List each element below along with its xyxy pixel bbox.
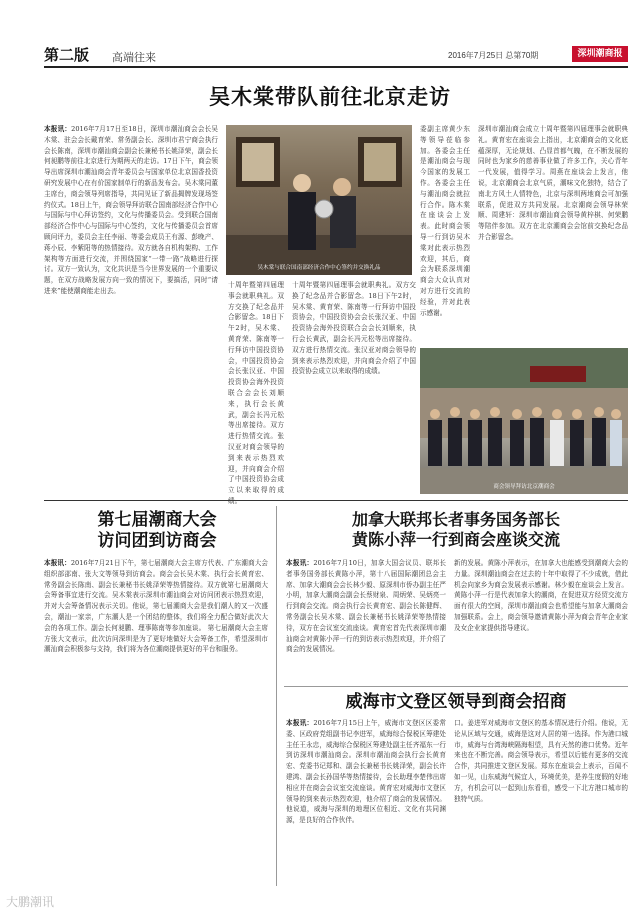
article3-text-2: 新的发展。黄陈小萍表示，在加拿大也能感受到潮商大会的力量。深圳潮汕商会在过去的十年中取得了不少成就，借此机会向家乡为商会发展表示感谢。林少毅在座谈会上发言。黄陈小萍一行是代表加拿大的潮商，在促进双方经贸交流方面有很大的空间，深圳市潮汕商会也希望能与加拿大潮商会加强联系。会上，商会领导邀请黄陈小萍为商会青年企业家及女企业家提供指导建议。: [454, 559, 628, 632]
section-label: 高端往来: [112, 52, 156, 64]
article1-text-3: 十周年暨第四届理事会就职典礼。双方交换了纪念品并合影留念。18日下午2时，吴木棠、黄育荣、陈南等一行拜访中国投资协会，中国投资协会会长张汉亚、中国投资协会海外投资联合会会长刘顺来，执行会长黄武，副会长冯元松等出席接待。双方进行热情交流。张汉亚对商会领导的到来表示热烈欢迎，并向商会介绍了中国投资协会成立以来取得的成绩。: [292, 281, 416, 376]
article1-column-2: [228, 280, 284, 494]
article1-column-5: [478, 124, 628, 342]
photo-signing-ceremony: [226, 125, 412, 275]
article4-text-1: 2016年7月15日上午，威海市文登区区委常委、区政府党组副书记李进军，威海综合保税区筹建处主任王永忠，威海综合保税区筹建处副主任齐福东一行到访深圳市潮汕商会。深圳市潮汕商会执行会长黄育宏、党委书记郑和、副会长兼秘书长姚泽荣，副会长许建鸿、副会长孙国华等热情接待，会长助理李楚伟出席相应并在商会会议室交流座谈。黄育宏对威海市文登区领导的到来表示热烈欢迎，他介绍了商会的发展情况。他说道，威海与深圳的地理区位相近、文化有共同渊源，是良好的合作伙伴。: [286, 719, 447, 825]
article1-title: 吴木棠带队前往北京走访: [209, 84, 451, 109]
article2-text: 2016年7月21日下午，第七届潮商大会主席方代表、广东潮商大会组织部邵南、张大文等领导到访商会。商会会长吴木棠、执行会长黄育宏、常务副会长陈南、副会长兼秘书长姚泽荣等热情接待。双方就第七届潮商大会筹备事宜进行交流。吴木棠表示深圳市潮汕商会对访问团表示热烈欢迎，并对大会筹备情况表示关切。他说，第七届潮商大会是我们潮人的又一次盛会，潮汕一家亲，广东潮人是一个团结的整体，我们将全力配合做好此次大会的各项工作。副会长何昶鹏、理事陈南等参加座谈。: [44, 559, 269, 632]
article1-byline: 本报讯：: [44, 125, 72, 133]
column-divider: [276, 506, 277, 886]
article2-title-line-2: 访问团到访商会: [97, 531, 217, 552]
photo1-caption: 吴木棠与联合国南部经济合作中心签约并交换礼品: [257, 265, 381, 271]
article2-byline: 本报讯：: [44, 559, 71, 567]
article1-text-2: 十周年暨第四届理事会就职典礼。双方交换了纪念品并合影留念。18日下午2时，吴木棠、黄育荣、陈南等一行拜访中国投资协会，中国投资协会会长张汉亚、中国投资协会海外投资联合会会长刘顺来，执行会长黄武，副会长冯元松等出席接待。双方进行热情交流。张汉亚对商会领导的到来表示热烈欢迎，并向商会介绍了中国投资协会成立以来取得的成: [228, 281, 284, 495]
article1-column-1: [44, 124, 218, 494]
article1-column-4: [420, 124, 470, 342]
newspaper-logo: 深圳潮商报: [572, 46, 628, 62]
article2-text-2: 第七届潮商大会主席方张大文表示，此次访问深圳是为了更好地做好大会筹备工作，希望深圳市潮汕商会积极参与支持，我们将为各位潮商提供更好的平台和服务。: [44, 623, 268, 654]
article3-column-2: [454, 558, 628, 682]
photo2-caption: 商会领导拜访北京潮商会: [493, 484, 555, 490]
article2-body: [44, 558, 268, 888]
article4-column-1: [286, 718, 446, 888]
article1-text-1: 2016年7月17日至18日，深圳市潮汕商会会长吴木棠、驻会会长戴育荣、常务副会长、深圳市君宁商会执行会长陈南，深圳市潮汕商会副会长兼秘书长姚泽荣，副会长何昶鹏等前往北京进行为期两天的走访。17日下午，商会领导出席深圳市潮汕商会青年委员会与国家单位北京国香投资研究发展中心在有价国家制单行的新品发布会。吴木棠同董主席台，商会领导列席指导，共同见证了新品揭牌发现场签约仪式。18日上午，商会领导拜访联合国南部经济合作中心与国际与中心拜访签约，文化与传播委员会。受到联合国南部经济合作中心与国际与中心签约，文化与传播委员会首席顾问评力，委员会主任李丽、等委会成员王有源、彭晚产、蒋小辰、李紫阳等的热情接待。双方就各自机构架构、工作架构等方面进行交流，并围绕国家“一带一路”战略进行探讨。双方一致认为，文化共识是当今世界发展的一个重要议题，在双方战略发展方向一致的情况下，要搞活，同时“请进来”能使潮商能走出去。: [44, 125, 218, 295]
article4-text-2: 口。姜进军对威海市文登区的基本情况进行介绍。他说，无论从区域与交通，威海是这对人居的第一选择。作为港口城市，威海与台湾海峡隔海相望，具有天然的港口优势。近年来也在不断完善。商会领导表示，希望以后能有更多的交流合作，共同推进文登区发展。郑东在座谈会上表示，百闻不如一见，山东威海气候宜人，环境优美，是养生度假的好地方，有机会可以一起到山东看看，感受一下北方港口城市的独特气质。: [454, 719, 628, 803]
edition-label: 第二版: [44, 46, 90, 64]
article3-title: [284, 510, 628, 550]
section-divider-2: [284, 686, 628, 687]
section-divider-1: [44, 500, 628, 501]
article1-column-3: [292, 280, 416, 494]
article1-text-5: 深圳市潮汕商会成立十周年暨第四届理事会就职典礼。黄育宏在座谈会上指出，北京潮商会的文化底蕴深厚，无论规划、凸显首都气魄，在不断发展的同时也为家乡的慈善事业做了许多工作，关心青年一代发展，值得学习。周燕在座谈会上发言，他说，北京潮商会北京气质，潮味文化独特，结合了南北方风土人情特色，北京与深圳两地商会可加强联系，促进双方共同发展。北京潮商会领导林荣顺、周建轩：深圳市潮汕商会领导黄梓棋、何荣鹏等陪伴参加。双方在北京潮商会会馆前交换纪念品并合影留念。: [478, 125, 628, 241]
photo-group-visit: [420, 348, 628, 494]
article3-byline: 本报讯：: [286, 559, 314, 567]
article2-title-line-1: 第七届潮商大会: [97, 510, 217, 530]
article1-photo-1: [226, 125, 412, 275]
article3-column-1: [286, 558, 446, 682]
article3-text-1: 2016年7月10日，加拿大国会议员、联邦长者事务国务部长黄陈小萍，第十八届国际潮团总会主席、加拿大潮商会会长林少毅、原深圳市侨办副主任严小明，加拿大潮商会副会长蔡财泉、周炳荣、吴炳亮一行到商会交流。商会执行会长黄育宏、副会长陈健辉、常务副会长吴木棠、副会长兼秘书长姚泽荣等热情接待，双方在会议室交流座谈。黄育宏首先代表深圳市潮汕商会对黄陈小萍一行的到访表示热烈欢迎，并介绍了商会的发展情况。: [286, 559, 447, 654]
article4-byline: 本报讯：: [286, 719, 314, 727]
article3-title-line-1: 加拿大联邦长者事务国务部长: [351, 510, 560, 529]
article2-title: [44, 510, 270, 553]
article1-photo-2: [420, 348, 628, 494]
article4-column-2: [454, 718, 628, 888]
header-divider: [44, 66, 628, 68]
article3-title-line-2: 黄陈小萍一行到商会座谈交流: [351, 530, 560, 549]
article4-title: 威海市文登区领导到商会招商: [345, 692, 567, 712]
issue-date: 2016年7月25日 总第70期: [448, 51, 539, 60]
article1-text-4: 委副主席黄少东等领导莅临参加。各委会主任是潮汕商会与现今国家的发展工作。各委会主任与潮汕商会就拉行合作。陈木棠在座谈会上发表。此时商会领导一行到访吴木棠对此表示热烈欢迎，其后，商会为联系深圳潮商会大众认真对对方进行交流的经验，并对此表示感谢。: [420, 125, 470, 317]
watermark: 大鹏潮讯: [6, 895, 55, 909]
